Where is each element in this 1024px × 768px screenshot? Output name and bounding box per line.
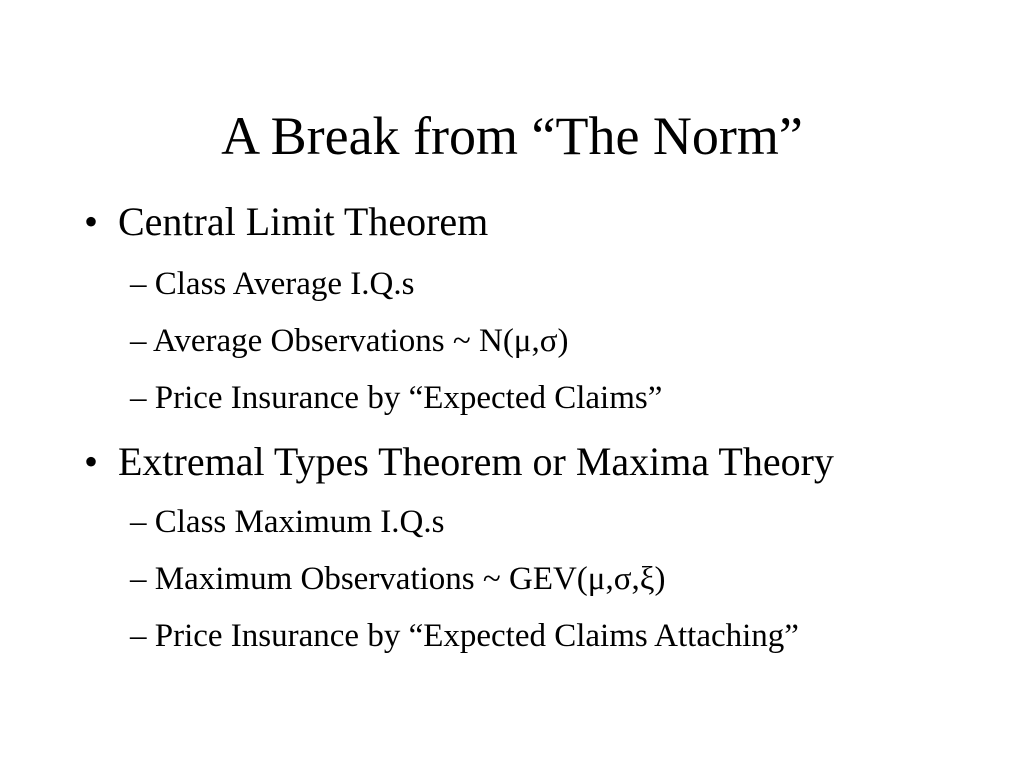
sub-bullet-text: Price Insurance by “Expected Claims” bbox=[154, 380, 663, 416]
sub-bullet-item bbox=[130, 559, 665, 599]
sub-bullet-text: Maximum Observations ~ GEV(μ,σ,ξ) bbox=[154, 561, 666, 597]
dash-icon: – bbox=[130, 380, 155, 416]
bullet-icon: • bbox=[84, 439, 99, 484]
sub-bullet-text: Average Observations ~ N(μ,σ) bbox=[152, 323, 569, 359]
dash-icon: – bbox=[130, 323, 153, 359]
bullet-icon: • bbox=[84, 199, 99, 244]
sub-bullet-item bbox=[130, 502, 444, 542]
sub-bullet-text: Class Maximum I.Q.s bbox=[154, 504, 445, 540]
bullet-text: Extremal Types Theorem or Maxima Theory bbox=[118, 439, 834, 484]
sub-bullet-item bbox=[130, 264, 414, 304]
sub-bullet-text: Class Average I.Q.s bbox=[154, 266, 415, 302]
dash-icon: – bbox=[130, 561, 155, 597]
sub-bullet-text: Price Insurance by “Expected Claims Attaching” bbox=[154, 618, 799, 654]
dash-icon: – bbox=[130, 266, 155, 302]
sub-bullet-item bbox=[130, 378, 662, 418]
slide-title: A Break from “The Norm” bbox=[221, 106, 803, 166]
sub-bullet-item bbox=[130, 616, 799, 656]
bullet-text: Central Limit Theorem bbox=[118, 199, 489, 244]
dash-icon: – bbox=[130, 618, 155, 654]
dash-icon: – bbox=[130, 504, 155, 540]
sub-bullet-item bbox=[130, 321, 569, 361]
